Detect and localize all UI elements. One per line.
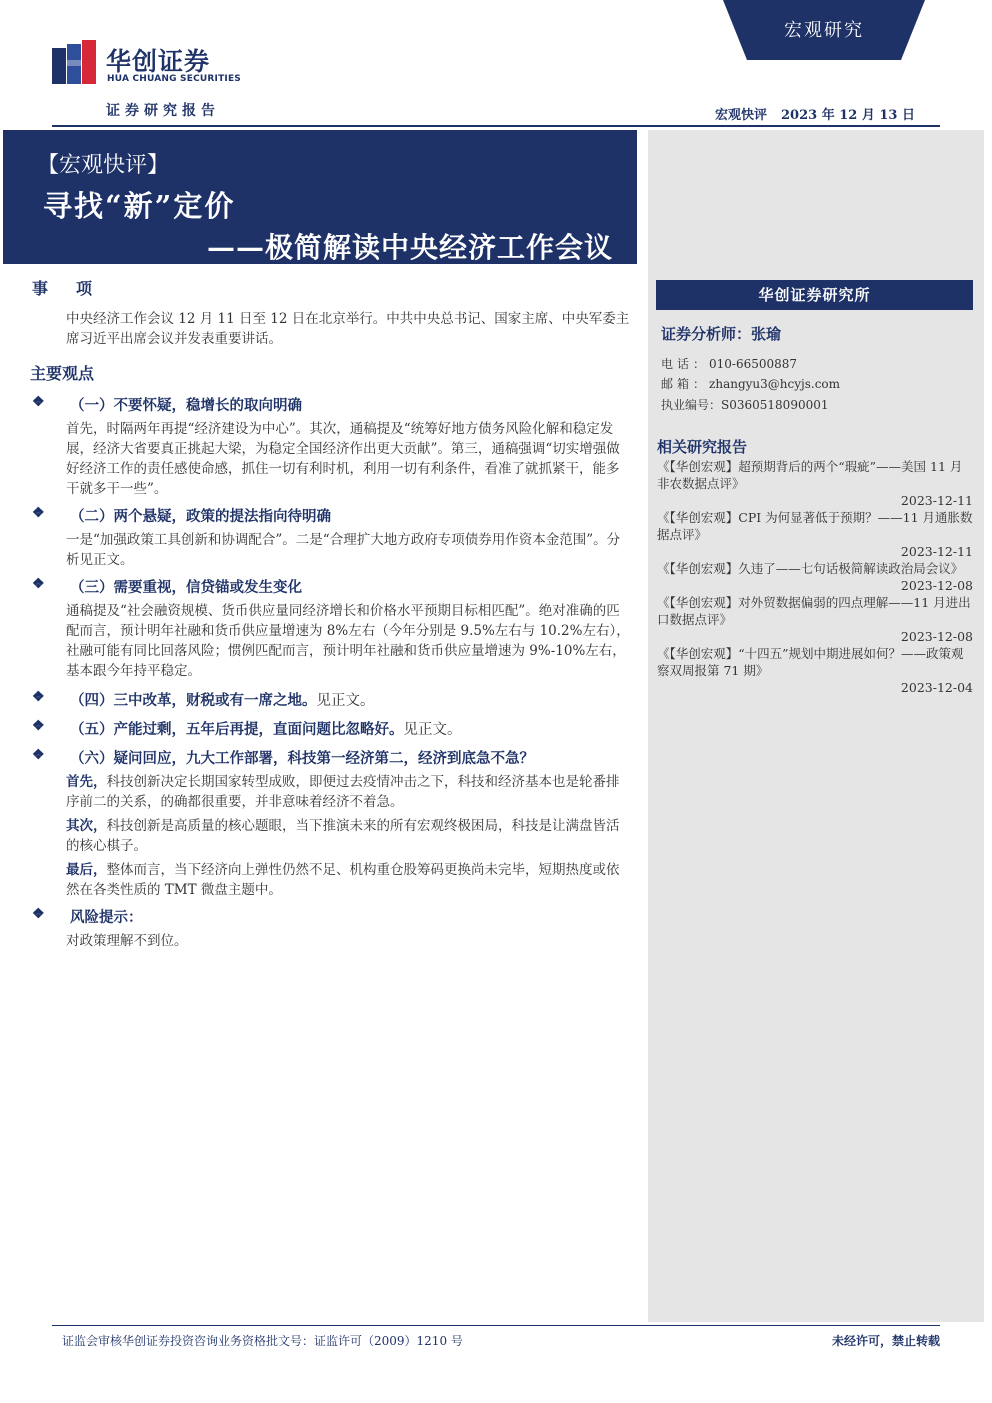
views-heading: 主要观点 [30, 364, 95, 383]
related-report-item[interactable] [657, 560, 973, 594]
phone-label: 电话： [661, 357, 710, 371]
point-lead: 最后， [66, 862, 107, 878]
title-tag: 【宏观快评】 [37, 153, 170, 178]
point-body: 整体而言，当下经济向上弹性仍然不足、机构重仓股筹码更换尚未完毕，短期热度或依然在各类性质的 TMT 微盘主题中。 [66, 862, 620, 898]
footer-license: 证监会审核华创证券投资咨询业务资格批文号：证监许可（2009）1210 号 [62, 1334, 463, 1348]
report-date: 2023 年 12 月 13 日 [781, 108, 915, 123]
risk-text: 对政策理解不到位。 [66, 933, 188, 949]
point-text [30, 816, 630, 856]
risk-heading [30, 906, 630, 927]
point-heading [30, 747, 630, 768]
analyst-name: 张瑜 [751, 325, 782, 343]
page-subtitle: ——极简解读中央经济工作会议 [206, 231, 613, 264]
diamond-bullet-icon: ❖ [32, 505, 45, 521]
point-heading [30, 689, 630, 710]
analyst-cert [661, 396, 829, 413]
point-title: （二）两个悬疑，政策的提法指向待明确 [70, 508, 331, 525]
point-text [30, 860, 630, 900]
analyst-line [661, 323, 781, 344]
analyst-phone [661, 355, 797, 372]
analyst-label: 证券分析师： [661, 325, 752, 343]
point-title: 风险提示： [70, 909, 143, 926]
related-report-item[interactable] [657, 594, 973, 645]
point-heading [30, 394, 630, 415]
related-report-date: 2023-12-04 [900, 680, 973, 695]
diamond-bullet-icon: ❖ [32, 394, 45, 410]
point-title: （四）三中改革，财税或有一席之地。 [70, 692, 317, 709]
diamond-bullet-icon: ❖ [32, 718, 45, 734]
page-title: 寻找“新”定价 [43, 189, 236, 223]
point-lead: 其次， [66, 818, 107, 834]
point-body: 科技创新决定长期国家转型成败，即便过去疫情冲击之下，科技和经济基本也是轮番排序前二的关系，的确都很重要，并非意味着经济不着急。 [66, 774, 620, 810]
related-report-item[interactable] [657, 509, 973, 560]
report-type: 证券研究报告 [106, 103, 220, 119]
category-tab-label: 宏观研究 [784, 20, 864, 41]
point-heading [30, 505, 630, 526]
point-tail: 见正文。 [403, 722, 462, 738]
point-heading [30, 718, 630, 739]
related-reports-heading: 相关研究报告 [657, 438, 748, 456]
related-report-date: 2023-12-08 [900, 578, 973, 593]
logo-text-en: HUA CHUANG SECURITIES [107, 74, 241, 84]
point-title: （五）产能过剩，五年后再提，直面问题比忽略好。 [70, 721, 404, 738]
point-text: 通稿提及“社会融资规模、货币供应量同经济增长和价格水平预期目标相匹配”。绝对准确的匹配而言，预计明年社融和货币供应量增速为 8%左右（今年分别是 9.5%左右与 10.2%左右），社融可能有同比回落风险；惯例匹配而言，预计明年社融和货币供应量增速为 9%-10%左右，基本跟今年持平稳定。 [66, 603, 630, 679]
footer-notice: 未经许可，禁止转载 [831, 1334, 940, 1348]
related-report-title: 《【华创宏观】对外贸数据偏弱的四点理解——11 月进出口数据点评》 [657, 595, 971, 627]
event-heading: 事项 [32, 279, 121, 298]
point-lead: 首先， [66, 774, 107, 790]
diamond-bullet-icon: ❖ [32, 689, 45, 705]
related-report-title: 《【华创宏观】久违了——七句话极简解读政治局会议》 [657, 561, 964, 576]
point-text: 首先，时隔两年再提“经济建设为中心”。其次，通稿提及“统筹好地方债务风险化解和稳定发展，经济大省要真正挑起大梁，为稳定全国经济作出更大贡献”。第三，通稿强调“切实增强做好经济工作的责任感使命感，抓住一切有利时机，利用一切有利条件，看准了就抓紧干，能多干就多干一些”。 [66, 421, 620, 497]
logo-text-cn: 华创证券 [106, 47, 211, 76]
email-value: zhangyu3@hcyjs.com [709, 377, 841, 391]
related-reports-list [657, 458, 973, 696]
diamond-bullet-icon: ❖ [32, 576, 45, 592]
analyst-email [661, 375, 840, 392]
event-text: 中央经济工作会议 12 月 11 日至 12 日在北京举行。中共中央总书记、国家主席、中央军委主席习近平出席会议并发表重要讲话。 [66, 311, 630, 347]
diamond-bullet-icon: ❖ [32, 906, 45, 922]
phone-value: 010-66500887 [709, 357, 798, 371]
point-title: （六）疑问回应，九大工作部署，科技第一经济第二，经济到底急不急？ [70, 750, 534, 767]
diamond-bullet-icon: ❖ [32, 747, 45, 763]
point-title: （三）需要重视，信贷锚或发生变化 [70, 579, 302, 596]
main-content [30, 276, 630, 951]
related-report-title: 《【华创宏观】超预期背后的两个“瑕疵”——美国 11 月非农数据点评》 [657, 459, 963, 491]
point-tail: 见正文。 [316, 693, 375, 709]
related-report-title: 《【华创宏观】CPI 为何显著低于预期？——11 月通胀数据点评》 [657, 510, 973, 542]
logo-mark-icon [52, 40, 98, 86]
institute-banner: 华创证券研究所 [656, 280, 973, 310]
email-label: 邮箱： [661, 377, 710, 391]
point-title: （一）不要怀疑，稳增长的取向明确 [70, 397, 302, 414]
related-report-title: 《【华创宏观】“十四五”规划中期进展如何？——政策观察双周报第 71 期》 [657, 646, 964, 678]
related-report-item[interactable] [657, 458, 973, 509]
footer-divider [52, 1325, 940, 1326]
cert-label: 执业编号： [661, 398, 722, 412]
point-heading [30, 576, 630, 597]
related-report-date: 2023-12-08 [900, 629, 973, 644]
point-text: 一是“加强政策工具创新和协调配合”。二是“合理扩大地方政府专项债券用作资本金范围”。分析见正文。 [66, 532, 621, 568]
point-body: 科技创新是高质量的核心题眼，当下推演未来的所有宏观终极困局，科技是让满盘皆活的核心棋子。 [66, 818, 620, 854]
cert-value: S0360518090001 [721, 398, 829, 412]
title-block [3, 130, 637, 264]
report-meta [715, 104, 915, 123]
report-kind: 宏观快评 [714, 108, 767, 123]
related-report-date: 2023-12-11 [900, 544, 973, 559]
header-divider [52, 125, 940, 127]
related-report-date: 2023-12-11 [900, 493, 973, 508]
company-logo [52, 40, 242, 92]
related-report-item[interactable] [657, 645, 973, 696]
point-text [30, 772, 630, 812]
